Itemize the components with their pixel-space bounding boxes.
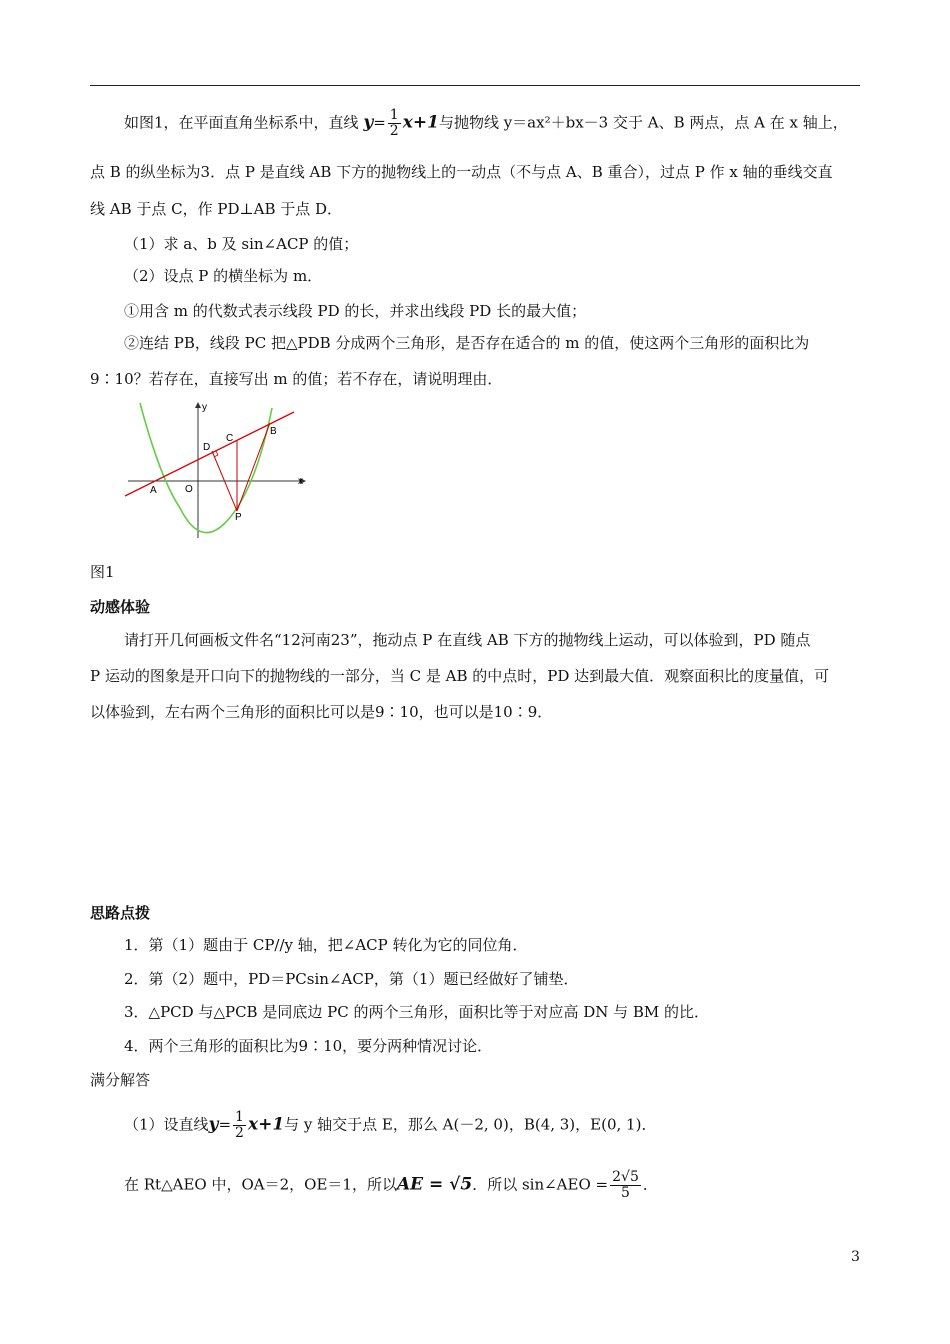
problem-line-3: 线 AB 于点 C，作 PD⊥AB 于点 D． — [90, 200, 343, 218]
hint-item-1: 1．第（1）题由于 CP//y 轴，把∠ACP 转化为它的同位角． — [124, 936, 528, 954]
question-2b-line-1: ②连结 PB，线段 PC 把△PDB 分成两个三角形，是否存在适合的 m 的值，使这两个三角形的面积比为 — [124, 334, 810, 352]
label-d: D — [203, 442, 211, 453]
figure-caption: 图1 — [90, 563, 115, 581]
parabola — [140, 403, 272, 533]
question-2b-line-2: 9∶10？若存在，直接写出 m 的值；若不存在，请说明理由． — [90, 370, 503, 388]
hint-item-4: 4．两个三角形的面积比为9∶10，要分两种情况讨论． — [124, 1037, 493, 1055]
experience-heading: 动感体验 — [90, 598, 151, 616]
label-a: A — [150, 485, 157, 496]
experience-paragraph-1: 请打开几何画板文件名“12河南23”，拖动点 P 在直线 AB 下方的抛物线上运动，可以体验到，PD 随点 — [124, 631, 811, 649]
question-1: （1）求 a、b 及 sin∠ACP 的值； — [124, 235, 359, 253]
label-p: P — [235, 512, 242, 523]
label-b: B — [270, 426, 277, 437]
answer-step-2: 在 Rt△AEO 中，OA＝2，OE＝1，所以AE = √5．所以 sin∠AEO = $\frac{2√5}{5}$ ． — [124, 1169, 658, 1201]
hint-item-3: 3．△PCD 与△PCB 是同底边 PC 的两个三角形，面积比等于对应高 DN 与 BM 的比． — [124, 1003, 710, 1021]
question-2a: ①用含 m 的代数式表示线段 PD 的长，并求出线段 PD 长的最大值； — [124, 302, 587, 320]
fraction-sin: $\frac{2√5}{5}$ — [612, 1169, 639, 1201]
fraction-half-answer: $\frac{1}{2}$ — [235, 1109, 244, 1141]
problem-line-1: 如图1，在平面直角坐标系中，直线 y= $\frac{1}{2}$ x+1与抛物线 y＝ax²＋bx－3 交于 A、B 两点，点 A 在 x 轴上， — [124, 107, 848, 139]
page-number: 3 — [851, 1249, 860, 1265]
segment-pb — [237, 423, 270, 511]
label-x: x — [298, 476, 303, 487]
problem-line-2: 点 B 的纵坐标为3．点 P 是直线 AB 下方的抛物线上的一动点（不与点 A、B 重合），过点 P 作 x 轴的垂线交直 — [90, 163, 833, 181]
answer-heading: 满分解答 — [90, 1071, 151, 1089]
label-y: y — [202, 402, 207, 413]
question-2: （2）设点 P 的横坐标为 m． — [124, 267, 323, 285]
label-c: C — [226, 433, 234, 444]
label-o: O — [185, 484, 193, 495]
hints-heading: 思路点拨 — [90, 904, 151, 922]
y-axis-arrow — [195, 402, 201, 408]
experience-paragraph-2: P 运动的图象是开口向下的抛物线的一部分，当 C 是 AB 的中点时，PD 达到最大值．观察面积比的度量值，可 — [90, 667, 830, 685]
hint-item-2: 2．第（2）题中，PD＝PCsin∠ACP，第（1）题已经做好了铺垫． — [124, 970, 579, 988]
fraction-half: $\frac{1}{2}$ — [389, 107, 399, 139]
experience-paragraph-3: 以体验到，左右两个三角形的面积比可以是9∶10，也可以是10∶9． — [90, 703, 553, 721]
line-ab — [125, 412, 294, 496]
figure-1 — [120, 398, 310, 548]
answer-step-1: （1）设直线y= $\frac{1}{2}$ x+1与 y 轴交于点 E，那么 A(－2, 0)，B(4, 3)，E(0, 1)． — [124, 1109, 657, 1141]
header-rule — [90, 85, 860, 86]
